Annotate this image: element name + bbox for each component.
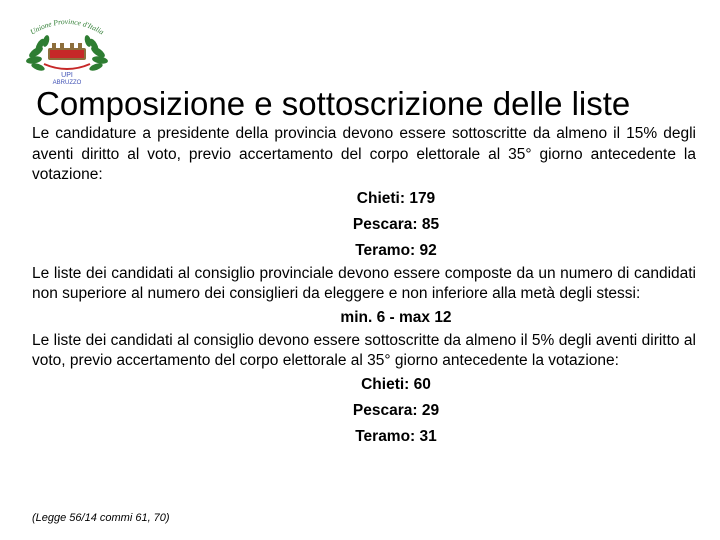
value-teramo-1: Teramo: 92	[355, 241, 437, 259]
page-title: Composizione e sottoscrizione delle liste	[36, 85, 631, 122]
upi-abruzzo-logo	[22, 14, 112, 86]
value-chieti-2: Chieti: 60	[361, 375, 431, 393]
logo-abruzzo-text: ABRUZZO	[52, 80, 82, 86]
list-signatures-text: Le liste dei candidati al consiglio devono essere sottoscritte da almeno il 5% degli aventi diritto al voto, previo accertamento del corpo elettorale al 35° giorno antecedente la votazione:	[32, 331, 696, 369]
main-content	[32, 124, 696, 450]
law-footnote: (Legge 56/14 commi 61, 70)	[32, 512, 170, 524]
svg-text:Unione Province d'Italia	[28, 17, 105, 37]
value-pescara-2: Pescara: 29	[352, 401, 440, 419]
value-min-max: min. 6 - max 12	[340, 308, 452, 326]
logo-top-text: Unione Province d'Italia	[28, 16, 106, 37]
value-chieti-1: Chieti: 179	[356, 189, 436, 207]
logo-upi-text: UPI	[61, 72, 73, 79]
list-composition-text: Le liste dei candidati al consiglio provinciale devono essere composte da un numero di candidati non superiore al numero dei consiglieri da eleggere e non inferiore alla metà degli stessi:	[32, 264, 696, 302]
president-signatures-text: Le candidature a presidente della provincia devono essere sottoscritte da almeno il 15% degli aventi diritto al voto, previo accertamento del corpo elettorale al 35° giorno antecedente la votazione:	[32, 125, 696, 183]
value-teramo-2: Teramo: 31	[355, 427, 437, 445]
value-pescara-1: Pescara: 85	[352, 215, 440, 233]
